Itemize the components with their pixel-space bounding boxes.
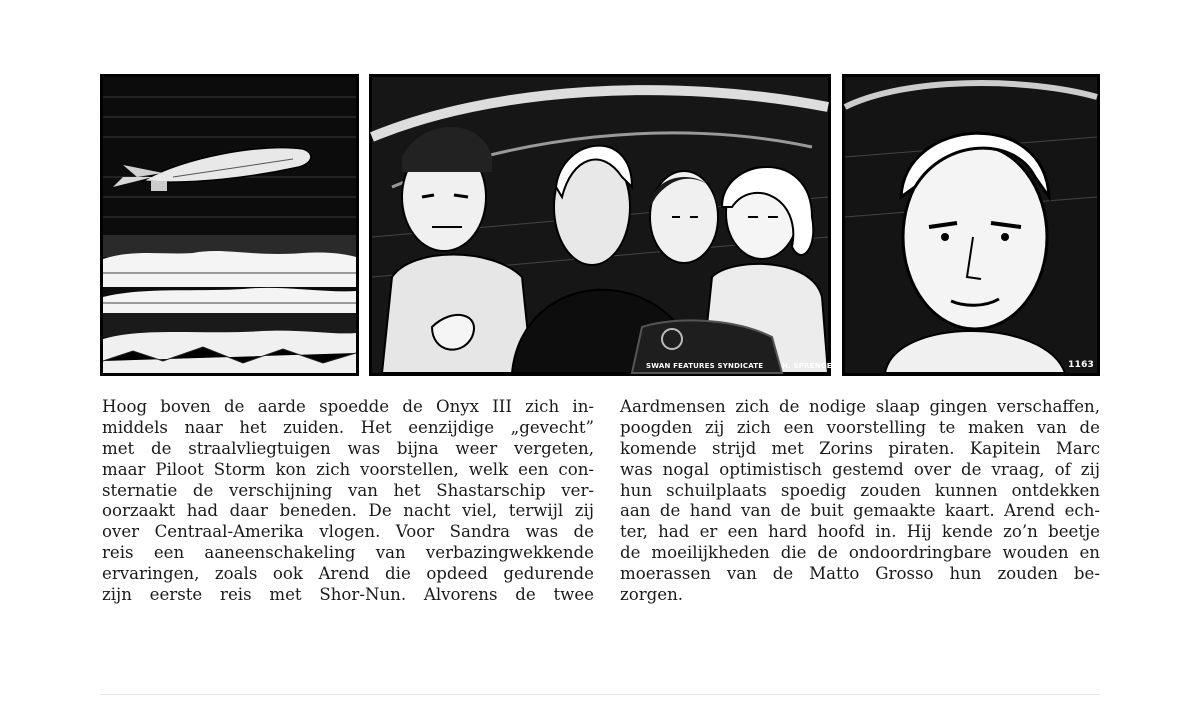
text-line: over Centraal-Amerika vlogen. Voor Sandra was de [102, 522, 594, 542]
artist-credit: H. SPRENGER [782, 362, 838, 370]
panel-closeup-face [842, 74, 1100, 376]
text-line: komende strijd met Zorins piraten. Kapitein Marc [620, 438, 1100, 458]
text-line: middels naar het zuiden. Het eenzijdige „gevecht” [102, 417, 594, 437]
syndicate-credit: SWAN FEATURES SYNDICATE [646, 362, 764, 370]
text-line: zijn eerste reis met Shor-Nun. Alvorens de twee [102, 585, 594, 605]
text-line: maar Piloot Storm kon zich voorstellen, welk een con- [102, 459, 594, 479]
story-text-right-column [620, 397, 1100, 606]
text-line: poogden zij zich een voorstelling te maken van de [620, 417, 1100, 437]
text-line: ter, had er een hard hoofd in. Hij kende zo’n beetje [620, 522, 1100, 542]
text-line: reis een aaneenschakeling van verbazingwekkende [102, 543, 594, 563]
text-line: hun schuilplaats spoedig zouden kunnen ontdekken [620, 480, 1100, 500]
closeup-face-illustration [845, 77, 1097, 373]
text-line: was nogal optimistisch gestemd over de vraag, of zij [620, 459, 1100, 479]
dark-haired-man-figure [650, 171, 718, 263]
text-line: sternatie de verschijning van het Shastarschip ver- [102, 480, 594, 500]
text-line: aan de hand van de buit gemaakte kaart. Arend ech- [620, 501, 1100, 521]
panel-spaceship-over-clouds [100, 74, 359, 376]
text-line: oorzaakt had daar beneden. De nacht viel, terwijl zij [102, 501, 594, 521]
text-line: moerassen van de Matto Grosso hun zouden be- [620, 564, 1100, 584]
text-line: met de straalvliegtuigen was bijna weer vergeten, [102, 438, 594, 458]
text-line: Hoog boven de aarde spoedde de Onyx III zich in- [102, 397, 594, 416]
text-line: de moeilijkheden die de ondoordringbare wouden en [620, 543, 1100, 563]
panel-crew-conversation [369, 74, 838, 376]
spaceship-scene-illustration [103, 77, 356, 373]
text-line: ervaringen, zoals ook Arend die opdeed gedurende [102, 564, 594, 584]
strip-number: 1163 [1068, 360, 1094, 370]
text-line: Aardmensen zich de nodige slaap gingen verschaffen, [620, 397, 1100, 416]
story-text-left-column [102, 397, 594, 606]
text-line: zorgen. [620, 585, 684, 605]
crew-scene-illustration [372, 77, 828, 373]
scan-artifact-line [100, 694, 1100, 695]
